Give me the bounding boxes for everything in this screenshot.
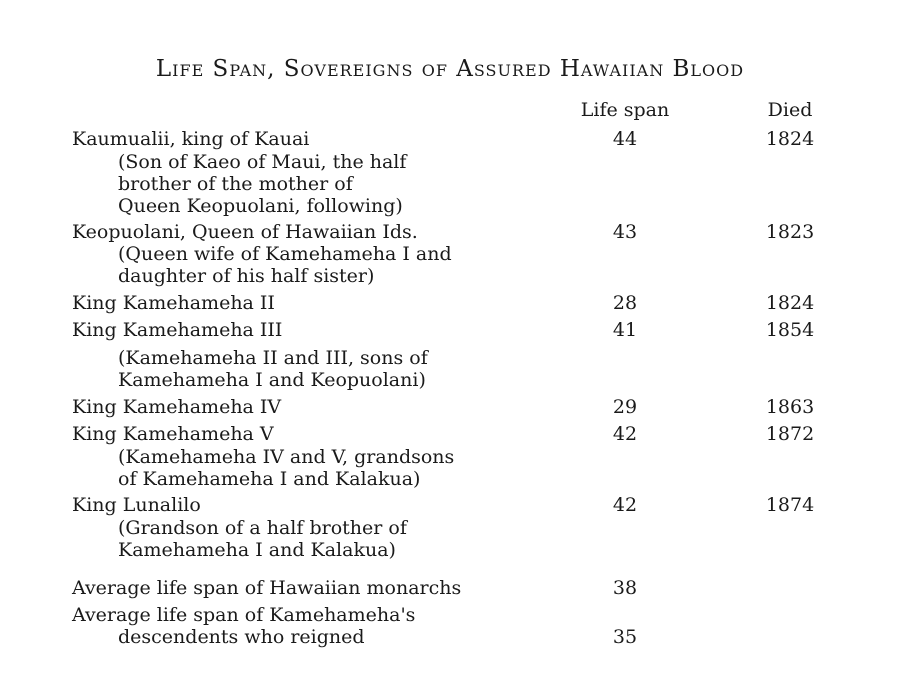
row-died: 1874: [765, 494, 815, 516]
row-note-line: (Queen wife of Kamehameha I and: [118, 243, 452, 265]
row-died: 1854: [765, 319, 815, 341]
row-name: King Lunalilo: [72, 494, 201, 516]
average-value: 38: [612, 577, 638, 599]
row-name: King Kamehameha II: [72, 292, 275, 314]
row-note-line: Kamehameha I and Kalakua): [118, 539, 396, 561]
average-value: 35: [612, 626, 638, 648]
row-name: King Kamehameha V: [72, 423, 274, 445]
average-label: Average life span of Hawaiian monarchs: [72, 577, 462, 599]
row-life-span: 29: [612, 396, 638, 418]
row-life-span: 41: [612, 319, 638, 341]
row-note-line: brother of the mother of: [118, 173, 353, 195]
row-note-line: of Kamehameha I and Kalakua): [118, 468, 421, 490]
row-name: Kaumualii, king of Kauai: [72, 128, 310, 150]
row-name: Keopuolani, Queen of Hawaiian Ids.: [72, 221, 418, 243]
row-life-span: 28: [612, 292, 638, 314]
row-note-line: (Son of Kaeo of Maui, the half: [118, 151, 407, 173]
row-died: 1872: [765, 423, 815, 445]
header-died: Died: [767, 99, 813, 121]
row-died: 1823: [765, 221, 815, 243]
row-life-span: 42: [612, 423, 638, 445]
row-note-line: (Grandson of a half brother of: [118, 517, 407, 539]
table-title: Life Span, Sovereigns of Assured Hawaiian Blood: [155, 56, 745, 82]
row-note-line: Kamehameha I and Keopuolani): [118, 369, 426, 391]
header-life-span: Life span: [580, 99, 670, 121]
row-life-span: 42: [612, 494, 638, 516]
average-label-continued: descendents who reigned: [118, 626, 365, 648]
row-note-line: Queen Keopuolani, following): [118, 195, 403, 217]
row-died: 1863: [765, 396, 815, 418]
row-note-line: daughter of his half sister): [118, 265, 375, 287]
row-died: 1824: [765, 292, 815, 314]
row-life-span: 43: [612, 221, 638, 243]
row-life-span: 44: [612, 128, 638, 150]
row-name: King Kamehameha III: [72, 319, 283, 341]
row-note-line: (Kamehameha IV and V, grandsons: [118, 446, 455, 468]
row-name: King Kamehameha IV: [72, 396, 282, 418]
row-died: 1824: [765, 128, 815, 150]
average-label: Average life span of Kamehameha's: [72, 604, 416, 626]
row-note-line: (Kamehameha II and III, sons of: [118, 347, 428, 369]
